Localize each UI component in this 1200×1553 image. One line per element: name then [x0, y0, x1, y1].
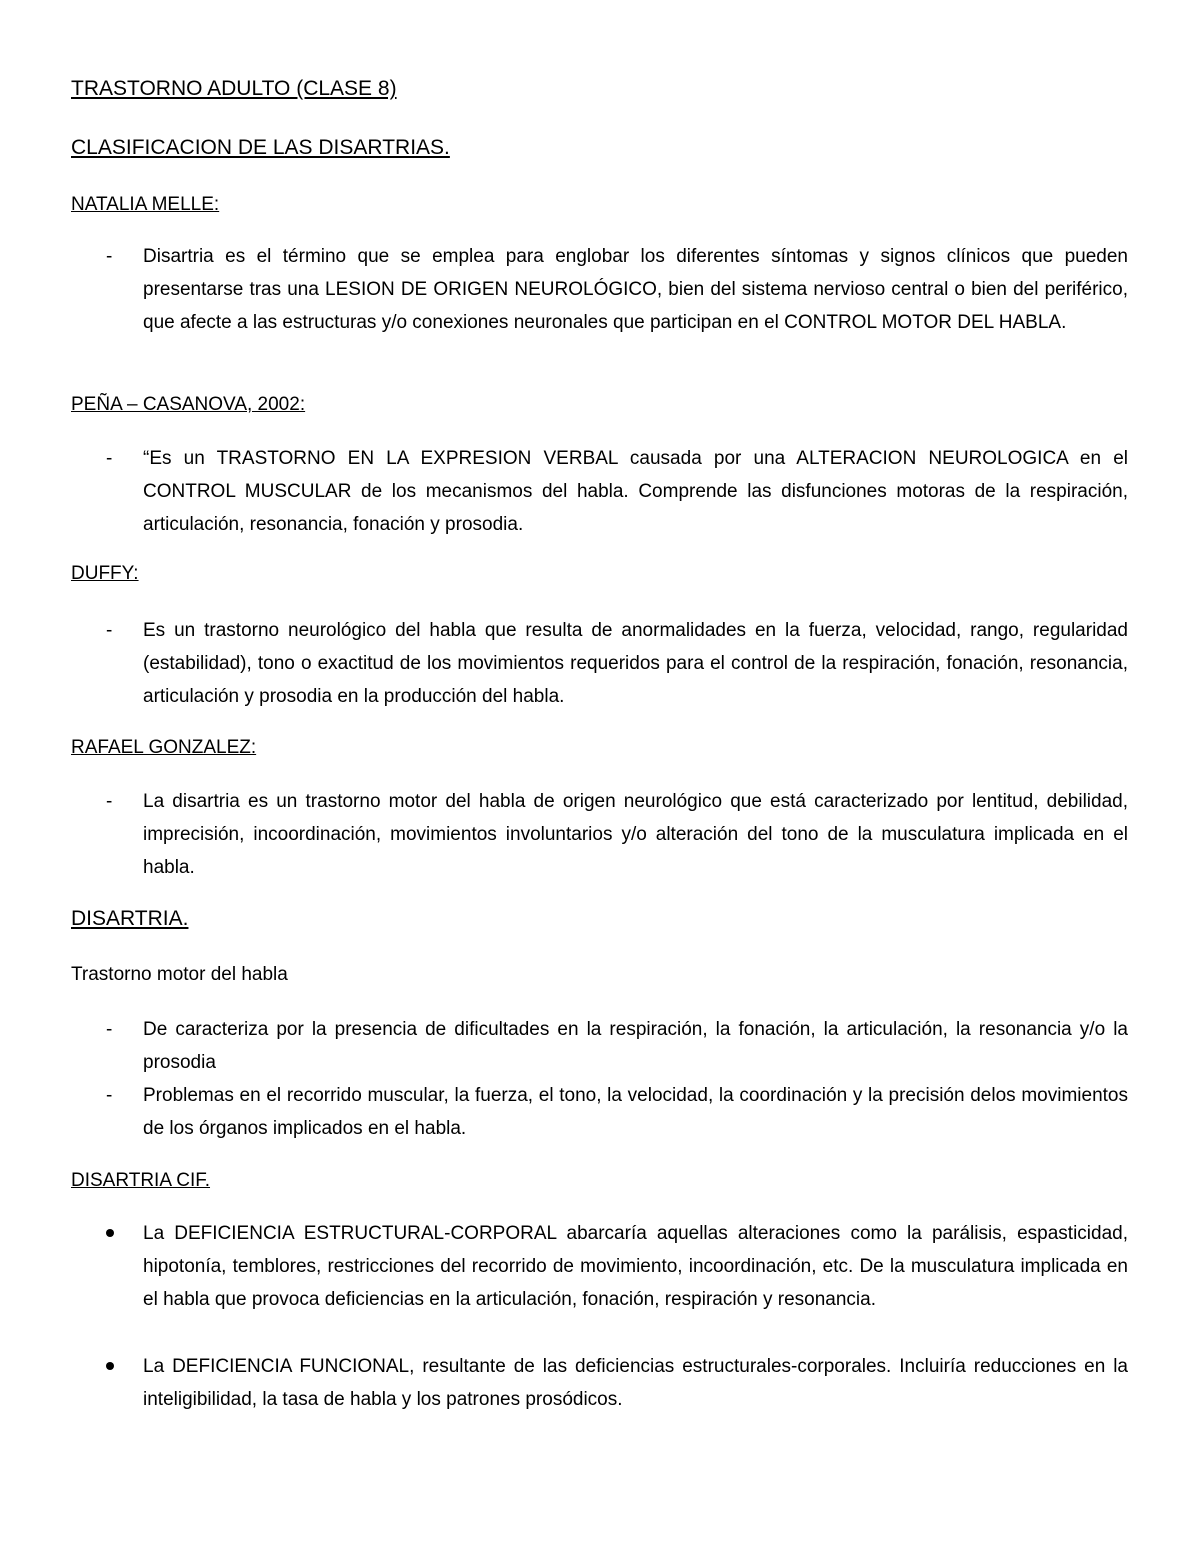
list-item-text: “Es un TRASTORNO EN LA EXPRESION VERBAL causada por una ALTERACION NEUROLOGICA en el CONTROL MUSCULAR de los mecanismos del habla. Comprende las disfunciones motoras de la respiración, articulación, resonancia, fonación y prosodia.: [143, 448, 1128, 535]
document-subtitle: CLASIFICACION DE LAS DISARTRIAS.: [71, 136, 450, 159]
section-intro: Trastorno motor del habla: [71, 964, 288, 985]
list-item: [106, 614, 1128, 713]
dash-marker: -: [106, 791, 113, 812]
section-heading-gonzalez: RAFAEL GONZALEZ:: [71, 737, 257, 758]
dash-marker: -: [106, 448, 113, 469]
list-item: [106, 1013, 1128, 1079]
list-item-text: La DEFICIENCIA ESTRUCTURAL-CORPORAL abarcaría aquellas alteraciones como la parálisis, espasticidad, hipotonía, temblores, restricciones del recorrido de movimiento, incoordinación, etc. De la musculatura implicada en el habla que provoca deficiencias en la articulación, fonación, respiración y resonancia.: [143, 1223, 1128, 1310]
section-heading-cif: DISARTRIA CIF.: [71, 1170, 211, 1191]
list-item-text: Problemas en el recorrido muscular, la fuerza, el tono, la velocidad, la coordinación y la precisión delos movimientos de los órganos implicados en el habla.: [143, 1085, 1128, 1139]
list-item: [106, 240, 1128, 339]
list-item-text: Disartria es el término que se emplea para englobar los diferentes síntomas y signos clínicos que pueden presentarse tras una LESION DE ORIGEN NEUROLÓGICO, bien del sistema nervioso central o bien del periférico, que afecte a las estructuras y/o conexiones neuronales que participan en el CONTROL MOTOR DEL HABLA.: [143, 246, 1128, 333]
list-item: [143, 1350, 1128, 1416]
bullet-icon: [106, 1229, 114, 1237]
list-item-text: De caracteriza por la presencia de dificultades en la respiración, la fonación, la articulación, la resonancia y/o la prosodia: [143, 1019, 1128, 1073]
list-item: [106, 1079, 1128, 1145]
list-item: [106, 785, 1128, 884]
bullet-icon: [106, 1362, 114, 1370]
list-item-text: La DEFICIENCIA FUNCIONAL, resultante de las deficiencias estructurales-corporales. Incluiría reducciones en la inteligibilidad, la tasa de habla y los patrones prosódicos.: [143, 1356, 1128, 1410]
dash-marker: -: [106, 1085, 113, 1106]
list-item-text: La disartria es un trastorno motor del habla de origen neurológico que está caracterizado por lentitud, debilidad, imprecisión, incoordinación, movimientos involuntarios y/o alteración del tono de la musculatura implicada en el habla.: [143, 791, 1128, 878]
section-heading-disartria: DISARTRIA.: [71, 907, 189, 930]
list-item: [106, 442, 1128, 541]
dash-marker: -: [106, 620, 113, 641]
section-heading-melle: NATALIA MELLE:: [71, 194, 220, 215]
list-item-text: Es un trastorno neurológico del habla que resulta de anormalidades en la fuerza, velocidad, rango, regularidad (estabilidad), tono o exactitud de los movimientos requeridos para el control de la respiración, fonación, resonancia, articulación y prosodia en la producción del habla.: [143, 620, 1128, 707]
dash-marker: -: [106, 1019, 113, 1040]
section-heading-pena: PEÑA – CASANOVA, 2002:: [71, 394, 306, 415]
section-heading-duffy: DUFFY:: [71, 563, 139, 584]
document-title: TRASTORNO ADULTO (CLASE 8): [71, 77, 397, 100]
list-item: [143, 1217, 1128, 1316]
dash-marker: -: [106, 246, 113, 267]
